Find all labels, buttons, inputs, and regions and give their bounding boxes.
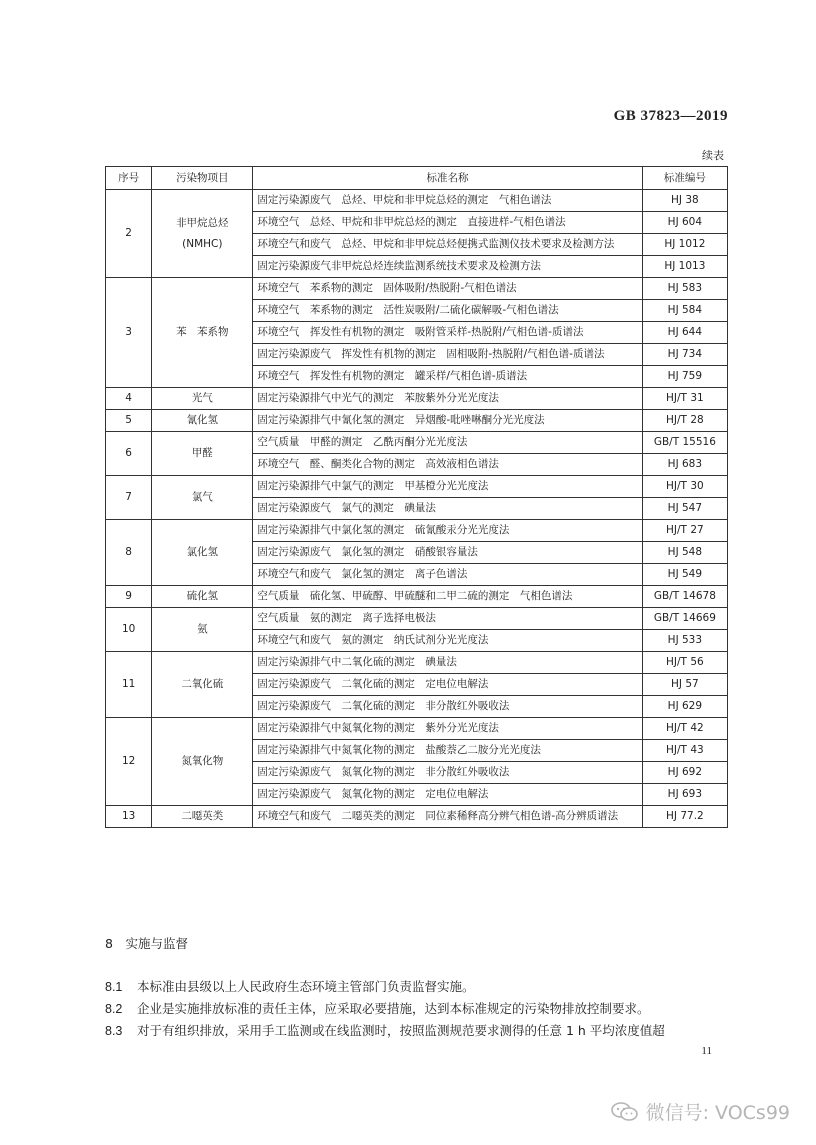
pollutant-item: 氮氧化物 <box>152 718 253 806</box>
standard-name: 固定污染源废气 总烃、甲烷和非甲烷总烃的测定 气相色谱法 <box>253 190 642 212</box>
clause-8-1 <box>105 977 735 995</box>
pollutant-item: 光气 <box>152 388 253 410</box>
table-row <box>106 652 728 674</box>
standard-name: 空气质量 甲醛的测定 乙酰丙酮分光光度法 <box>253 432 642 454</box>
table-header-row <box>106 167 728 190</box>
standard-code-cell: HJ/T 42 <box>642 718 727 740</box>
header-name: 标准名称 <box>253 167 642 190</box>
standard-name: 空气质量 氨的测定 离子选择电极法 <box>253 608 642 630</box>
standard-name: 固定污染源废气 二氧化硫的测定 定电位电解法 <box>253 674 642 696</box>
clause-number: 8.2 <box>105 1002 123 1016</box>
standard-code-cell: HJ 77.2 <box>642 806 727 828</box>
standard-name: 固定污染源废气 氯气的测定 碘量法 <box>253 498 642 520</box>
clause-8-3 <box>105 1021 735 1039</box>
standard-code-cell: HJ 734 <box>642 344 727 366</box>
standard-name: 固定污染源废气 氮氧化物的测定 定电位电解法 <box>253 784 642 806</box>
standard-code-cell: HJ 549 <box>642 564 727 586</box>
pollutant-item: 二噁英类 <box>152 806 253 828</box>
clause-text: 本标准由县级以上人民政府生态环境主管部门负责监督实施。 <box>137 979 475 994</box>
row-number: 9 <box>106 586 152 608</box>
table-row <box>106 388 728 410</box>
pollutant-item: 氰化氢 <box>152 410 253 432</box>
standard-name: 固定污染源废气 氯化氢的测定 硝酸银容量法 <box>253 542 642 564</box>
standard-name: 环境空气 苯系物的测定 固体吸附/热脱附-气相色谱法 <box>253 278 642 300</box>
standard-name: 环境空气 挥发性有机物的测定 罐采样/气相色谱-质谱法 <box>253 366 642 388</box>
row-number: 6 <box>106 432 152 476</box>
row-number: 2 <box>106 190 152 278</box>
row-number: 8 <box>106 520 152 586</box>
standard-name: 环境空气 挥发性有机物的测定 吸附管采样-热脱附/气相色谱-质谱法 <box>253 322 642 344</box>
standard-code-cell: HJ/T 27 <box>642 520 727 542</box>
pollutant-item: 苯 苯系物 <box>152 278 253 388</box>
standard-name: 环境空气 醛、酮类化合物的测定 高效液相色谱法 <box>253 454 642 476</box>
standard-code-cell: HJ 683 <box>642 454 727 476</box>
table-row <box>106 718 728 740</box>
standard-name: 固定污染源废气 挥发性有机物的测定 固相吸附-热脱附/气相色谱-质谱法 <box>253 344 642 366</box>
standard-code-cell: HJ/T 28 <box>642 410 727 432</box>
pollutant-item: 二氧化硫 <box>152 652 253 718</box>
standard-code-cell: HJ 548 <box>642 542 727 564</box>
row-number: 12 <box>106 718 152 806</box>
standard-code-cell: HJ 693 <box>642 784 727 806</box>
standard-code-cell: GB/T 14678 <box>642 586 727 608</box>
standard-code: GB 37823—2019 <box>613 108 728 124</box>
standard-name: 固定污染源排气中氮氧化物的测定 紫外分光光度法 <box>253 718 642 740</box>
clause-text: 企业是实施排放标准的责任主体，应采取必要措施，达到本标准规定的污染物排放控制要求。 <box>137 1001 650 1016</box>
header-code: 标准编号 <box>642 167 727 190</box>
header-no: 序号 <box>106 167 152 190</box>
table-row <box>106 432 728 454</box>
table-row <box>106 410 728 432</box>
standard-name: 固定污染源排气中光气的测定 苯胺紫外分光光度法 <box>253 388 642 410</box>
standard-name: 固定污染源废气 氮氧化物的测定 非分散红外吸收法 <box>253 762 642 784</box>
standard-name: 环境空气和废气 总烃、甲烷和非甲烷总烃便携式监测仪技术要求及检测方法 <box>253 234 642 256</box>
standard-code-cell: HJ 584 <box>642 300 727 322</box>
standard-code-cell: HJ 583 <box>642 278 727 300</box>
row-number: 13 <box>106 806 152 828</box>
table-row <box>106 190 728 212</box>
standard-code-cell: HJ/T 43 <box>642 740 727 762</box>
standard-code-cell: HJ/T 56 <box>642 652 727 674</box>
standard-code-cell: HJ 759 <box>642 366 727 388</box>
table-row <box>106 586 728 608</box>
standard-name: 固定污染源排气中氯化氢的测定 硫氰酸汞分光光度法 <box>253 520 642 542</box>
standard-name: 固定污染源废气 二氧化硫的测定 非分散红外吸收法 <box>253 696 642 718</box>
clause-8-2 <box>105 999 735 1017</box>
standard-code-cell: GB/T 14669 <box>642 608 727 630</box>
standards-table <box>105 166 728 828</box>
pollutant-item: 非甲烷总烃(NMHC) <box>152 190 253 278</box>
standard-code-cell: HJ 1012 <box>642 234 727 256</box>
pollutant-item: 氯化氢 <box>152 520 253 586</box>
standard-name: 固定污染源废气非甲烷总烃连续监测系统技术要求及检测方法 <box>253 256 642 278</box>
watermark-text: 微信号: VOCs99 <box>645 1102 790 1124</box>
pollutant-item: 甲醛 <box>152 432 253 476</box>
pollutant-item: 硫化氢 <box>152 586 253 608</box>
standard-name: 固定污染源排气中氰化氢的测定 异烟酸-吡唑啉酮分光光度法 <box>253 410 642 432</box>
continued-label: 续表 <box>702 149 724 162</box>
standard-code-cell: HJ/T 30 <box>642 476 727 498</box>
standard-code-cell: HJ/T 31 <box>642 388 727 410</box>
clause-number: 8.3 <box>105 1024 123 1038</box>
standard-name: 环境空气和废气 氯化氢的测定 离子色谱法 <box>253 564 642 586</box>
standard-code-cell: HJ 604 <box>642 212 727 234</box>
standard-name: 环境空气 总烃、甲烷和非甲烷总烃的测定 直接进样-气相色谱法 <box>253 212 642 234</box>
table-body <box>106 190 728 828</box>
table-row <box>106 608 728 630</box>
standard-code-cell: HJ 644 <box>642 322 727 344</box>
standard-name: 空气质量 硫化氢、甲硫醇、甲硫醚和二甲二硫的测定 气相色谱法 <box>253 586 642 608</box>
standard-name: 固定污染源排气中二氧化硫的测定 碘量法 <box>253 652 642 674</box>
standard-code-cell: GB/T 15516 <box>642 432 727 454</box>
row-number: 7 <box>106 476 152 520</box>
standard-code-cell: HJ 547 <box>642 498 727 520</box>
table-row <box>106 520 728 542</box>
page-number: 11 <box>701 1045 712 1057</box>
standard-code-cell: HJ 38 <box>642 190 727 212</box>
standard-code-cell: HJ 629 <box>642 696 727 718</box>
watermark <box>610 1098 790 1125</box>
wechat-icon <box>610 1101 640 1123</box>
header-item: 污染物项目 <box>152 167 253 190</box>
section-title: 8 实施与监督 <box>105 936 188 951</box>
standard-name: 环境空气 苯系物的测定 活性炭吸附/二硫化碳解吸-气相色谱法 <box>253 300 642 322</box>
row-number: 11 <box>106 652 152 718</box>
standard-name: 环境空气和废气 二噁英类的测定 同位素稀释高分辨气相色谱-高分辨质谱法 <box>253 806 642 828</box>
pollutant-item: 氨 <box>152 608 253 652</box>
row-number: 5 <box>106 410 152 432</box>
standard-code-cell: HJ 692 <box>642 762 727 784</box>
row-number: 4 <box>106 388 152 410</box>
standard-code-cell: HJ 533 <box>642 630 727 652</box>
table-row <box>106 278 728 300</box>
standard-name: 环境空气和废气 氨的测定 纳氏试剂分光光度法 <box>253 630 642 652</box>
row-number: 3 <box>106 278 152 388</box>
table-row <box>106 806 728 828</box>
standard-name: 固定污染源排气中氯气的测定 甲基橙分光光度法 <box>253 476 642 498</box>
row-number: 10 <box>106 608 152 652</box>
standard-code-cell: HJ 57 <box>642 674 727 696</box>
table-row <box>106 476 728 498</box>
pollutant-item: 氯气 <box>152 476 253 520</box>
standard-name: 固定污染源排气中氮氧化物的测定 盐酸萘乙二胺分光光度法 <box>253 740 642 762</box>
clause-text: 对于有组织排放，采用手工监测或在线监测时，按照监测规范要求测得的任意 1 h 平均浓度值超 <box>137 1023 665 1038</box>
standard-code-cell: HJ 1013 <box>642 256 727 278</box>
clause-number: 8.1 <box>105 980 123 994</box>
